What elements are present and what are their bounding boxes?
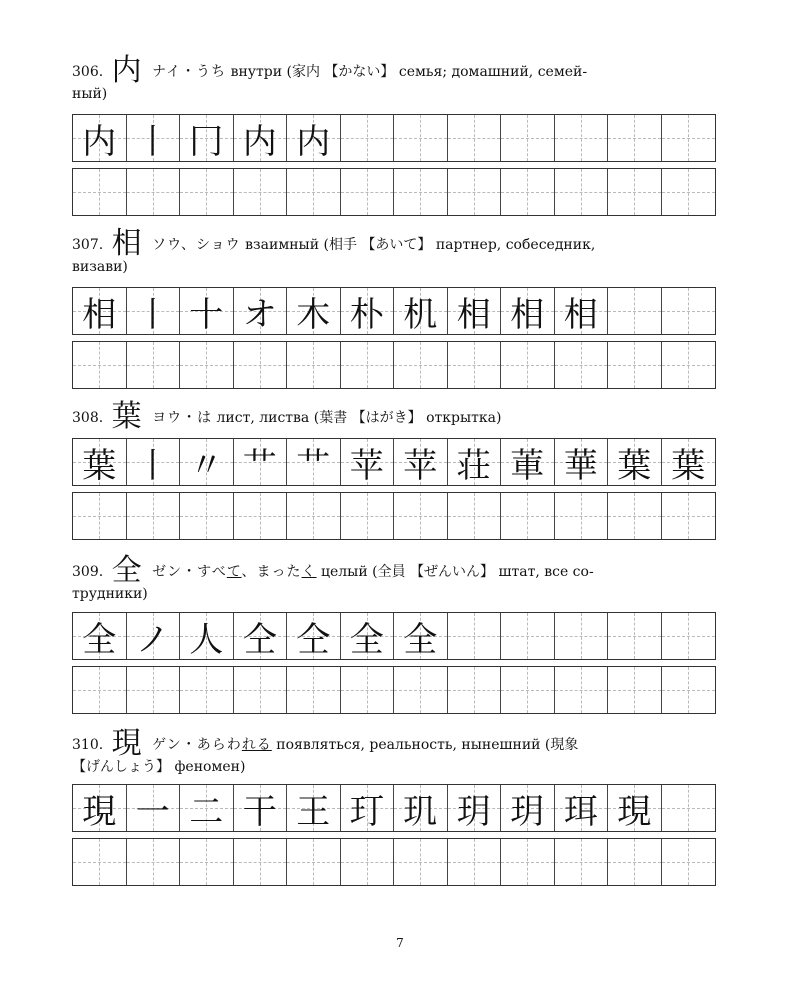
entry-meaning: взаимный (相手 【あいて】 партнер, собеседник, [245,237,596,253]
grid-cell [287,342,341,388]
grid-cell: 内 [234,115,288,161]
stroke-order-grid [72,114,716,162]
grid-cell: 艹 [287,439,341,485]
grid-cell [448,169,502,215]
grid-cell [180,493,234,539]
grid-cell [234,839,288,885]
grid-cell: 現 [73,785,127,831]
grid-cell [448,839,502,885]
grid-cell [394,667,448,713]
grid-cell [448,115,502,161]
grid-cell: 十 [180,288,234,334]
entry-reading: ソウ、ショウ [152,237,241,253]
grid-cell [555,839,609,885]
grid-cell: 華 [555,439,609,485]
grid-cell: 机 [394,288,448,334]
practice-grid [72,168,716,216]
practice-grid [72,838,716,886]
entry-header [72,726,716,778]
grid-cell [555,613,609,659]
grid-cell: 苹 [341,439,395,485]
entry-number: 307. [72,237,104,253]
grid-cell: 内 [73,115,127,161]
practice-grid [72,492,716,540]
grid-cell [555,115,609,161]
grid-cell [501,342,555,388]
entry-meaning: появляться, реальность, нынешний (現象 [276,737,579,753]
grid-cell [448,667,502,713]
grid-cell [608,288,662,334]
stroke-order-grid [72,612,716,660]
grid-cell [180,667,234,713]
grid-cell [73,342,127,388]
grid-cell [73,493,127,539]
entry-number: 310. [72,737,104,753]
grid-cell [662,839,716,885]
grid-cell [662,115,716,161]
practice-grid [72,666,716,714]
grid-cell: 現 [608,785,662,831]
grid-cell [662,169,716,215]
grid-cell [448,493,502,539]
entry-kanji: 全 [111,553,142,588]
stroke-order-grid [72,438,716,486]
grid-cell [501,613,555,659]
grid-cell [555,493,609,539]
grid-cell: 冂 [180,115,234,161]
grid-cell [341,342,395,388]
grid-cell [73,839,127,885]
grid-cell: 相 [448,288,502,334]
grid-cell [555,342,609,388]
entry-header [72,399,716,434]
grid-cell: 人 [180,613,234,659]
grid-cell [662,288,716,334]
grid-cell [501,667,555,713]
grid-cell [127,839,181,885]
grid-cell: 丨 [127,288,181,334]
grid-cell [180,169,234,215]
grid-cell: 玥 [501,785,555,831]
grid-cell [73,667,127,713]
grid-cell: 丨 [127,439,181,485]
grid-cell [448,342,502,388]
grid-cell [501,169,555,215]
grid-cell [127,169,181,215]
stroke-order-grid [72,784,716,832]
entry-meaning-cont: трудники) [72,586,148,602]
grid-cell [341,839,395,885]
grid-cell [555,169,609,215]
grid-cell [608,839,662,885]
grid-cell [73,169,127,215]
practice-grid [72,341,716,389]
entry-meaning-cont: визави) [72,259,128,275]
grid-cell [287,169,341,215]
grid-cell: 朴 [341,288,395,334]
grid-cell: 王 [287,785,341,831]
grid-cell [662,785,716,831]
grid-cell: 艹 [234,439,288,485]
grid-cell [662,493,716,539]
grid-cell [394,493,448,539]
grid-cell: 仝 [287,613,341,659]
grid-cell [234,342,288,388]
entry-number: 308. [72,410,104,426]
grid-cell [287,667,341,713]
grid-cell [662,613,716,659]
grid-cell: 丨 [127,115,181,161]
grid-cell: 葉 [608,439,662,485]
grid-cell: 相 [555,288,609,334]
grid-cell [608,613,662,659]
grid-cell: ノ [127,613,181,659]
grid-cell: 木 [287,288,341,334]
entry-header [72,226,716,278]
grid-cell [341,667,395,713]
grid-cell [394,839,448,885]
entry-reading: ゼン・すべて、まったく [152,564,317,580]
page-number: 7 [396,936,404,950]
grid-cell [127,493,181,539]
grid-cell [127,342,181,388]
grid-cell: オ [234,288,288,334]
grid-cell: 二 [180,785,234,831]
grid-cell [608,169,662,215]
grid-cell [501,493,555,539]
stroke-order-grid [72,287,716,335]
entry-kanji: 相 [111,226,142,261]
entry-meaning: лист, листва (葉書 【はがき】 открытка) [216,410,502,426]
grid-cell [341,169,395,215]
grid-cell: 相 [73,288,127,334]
entry-header [72,53,716,105]
grid-cell: 全 [341,613,395,659]
grid-cell [287,839,341,885]
grid-cell [394,342,448,388]
grid-cell [662,342,716,388]
entry-meaning-cont: 【げんしょう】 феномен) [72,759,246,775]
entry-number: 309. [72,564,104,580]
entry-reading: ヨウ・は [152,410,213,426]
grid-cell [234,667,288,713]
grid-cell [448,613,502,659]
entry-meaning: целый (全員 【ぜんいん】 штат, все со- [321,564,594,580]
grid-cell: 苹 [394,439,448,485]
grid-cell [127,667,181,713]
grid-cell [180,839,234,885]
grid-cell [287,493,341,539]
grid-cell: 全 [394,613,448,659]
grid-cell [662,667,716,713]
entry-reading: ゲン・あらわれる [152,737,272,753]
grid-cell: 珥 [555,785,609,831]
grid-cell: 莗 [501,439,555,485]
grid-cell [501,115,555,161]
grid-cell: 〃 [180,439,234,485]
grid-cell [341,493,395,539]
entry-header [72,553,716,605]
grid-cell: 相 [501,288,555,334]
grid-cell: 玎 [341,785,395,831]
entry-number: 306. [72,64,104,80]
grid-cell: 荘 [448,439,502,485]
grid-cell [180,342,234,388]
grid-cell [394,115,448,161]
grid-cell: 仝 [234,613,288,659]
grid-cell: 一 [127,785,181,831]
grid-cell: 葉 [73,439,127,485]
entry-kanji: 葉 [111,399,142,434]
grid-cell [555,667,609,713]
grid-cell: 玑 [394,785,448,831]
entry-reading: ナイ・うち [152,64,227,80]
grid-cell [394,169,448,215]
grid-cell [234,169,288,215]
grid-cell [501,839,555,885]
grid-cell: 内 [287,115,341,161]
entry-kanji: 現 [111,726,142,761]
grid-cell: 葉 [662,439,716,485]
grid-cell [608,342,662,388]
grid-cell: 全 [73,613,127,659]
grid-cell: 干 [234,785,288,831]
grid-cell: 玥 [448,785,502,831]
entry-kanji: 内 [111,53,142,88]
entry-meaning: внутри (家内 【かない】 семья; домашний, семей- [230,64,588,80]
grid-cell [608,667,662,713]
grid-cell [608,115,662,161]
grid-cell [234,493,288,539]
entry-meaning-cont: ный) [72,86,108,102]
grid-cell [608,493,662,539]
grid-cell [341,115,395,161]
